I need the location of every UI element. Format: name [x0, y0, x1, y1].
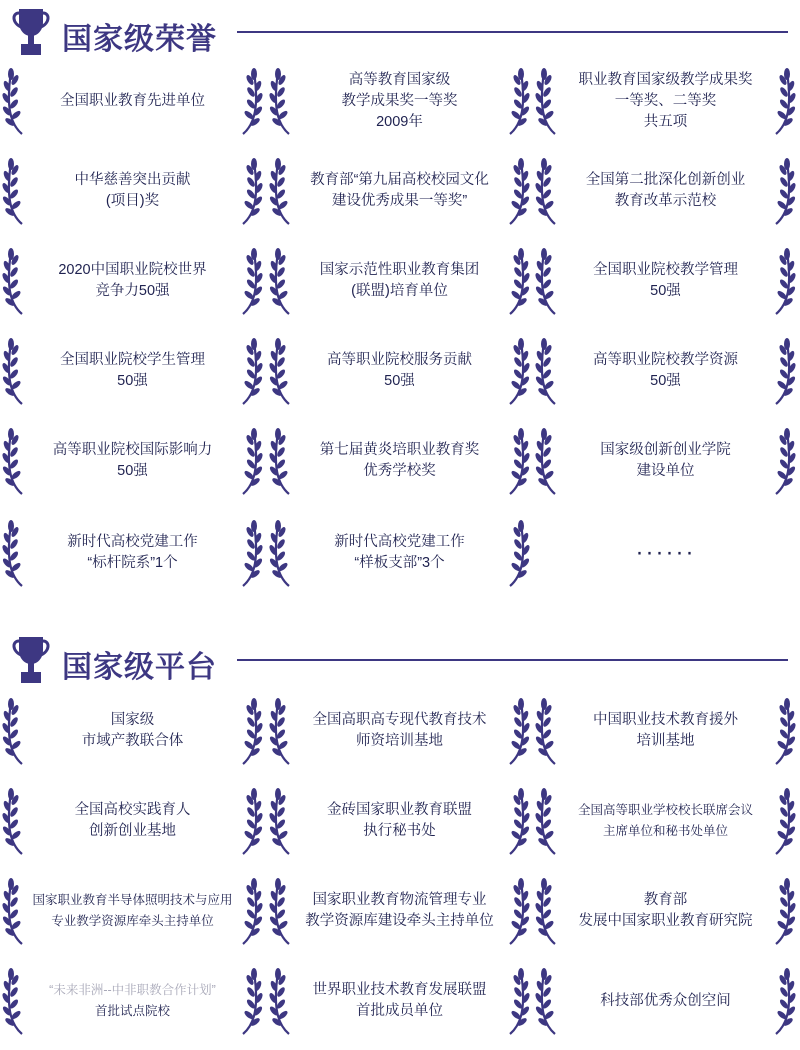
award-line: 新时代高校党建工作 [334, 534, 465, 550]
award-item [0, 62, 265, 140]
award-line: 中国职业技术教育援外 [593, 712, 738, 728]
laurel-wreath-icon [2, 156, 32, 226]
award-line: 中华慈善突出贡献 [74, 172, 191, 188]
award-line: 金砖国家职业教育联盟 [327, 802, 472, 818]
award-text [32, 514, 233, 592]
award-text [565, 152, 766, 230]
award-text [32, 332, 233, 410]
laurel-wreath-icon [269, 246, 299, 316]
award-line: 世界职业技术教育发展联盟 [312, 982, 487, 998]
laurel-wreath-icon [500, 786, 530, 856]
award-item [0, 242, 265, 320]
award-text [299, 152, 500, 230]
award-item [267, 152, 532, 230]
award-line: 首批成员单位 [356, 1003, 443, 1019]
award-line: 教学成果奖一等奖 [341, 92, 458, 109]
award-item [0, 872, 265, 950]
laurel-wreath-icon [500, 426, 530, 496]
trophy-icon [10, 634, 52, 686]
award-line: 教育部“第九届高校校园文化 [310, 172, 489, 188]
laurel-wreath-icon [233, 786, 263, 856]
award-text [299, 422, 500, 500]
award-line: 专业教学资源库牵头主持单位 [51, 914, 214, 928]
laurel-wreath-icon [2, 66, 32, 136]
award-line: 2020中国职业院校世界 [58, 262, 207, 278]
laurel-wreath-icon [535, 426, 565, 496]
laurel-wreath-icon [233, 426, 263, 496]
laurel-wreath-icon [269, 696, 299, 766]
section-divider [237, 31, 788, 33]
award-line: 师资培训基地 [356, 733, 443, 749]
laurel-wreath-icon [233, 966, 263, 1036]
award-text [299, 782, 500, 860]
award-line: 教学资源库建设牵头主持单位 [305, 913, 494, 929]
award-line: (项目)奖 [105, 193, 160, 209]
laurel-wreath-icon [766, 696, 796, 766]
award-line: 全国职业教育先进单位 [60, 92, 205, 109]
award-text [565, 962, 766, 1040]
award-line: 一等奖、二等奖 [614, 92, 717, 109]
award-line: 发展中国家职业教育研究院 [578, 913, 753, 929]
award-item [0, 152, 265, 230]
award-item [0, 692, 265, 770]
award-item [0, 514, 265, 592]
award-item [267, 422, 532, 500]
laurel-wreath-icon [269, 426, 299, 496]
award-line: 国家示范性职业教育集团 [319, 262, 480, 278]
award-item [533, 692, 798, 770]
award-line: 国家职业教育半导体照明技术与应用 [32, 893, 233, 907]
award-line: 科技部优秀众创空间 [600, 992, 731, 1009]
award-text [32, 872, 233, 950]
section-title: 国家级平台 [62, 651, 217, 684]
award-line: “样板支部”3个 [354, 555, 445, 571]
laurel-wreath-icon [766, 876, 796, 946]
laurel-wreath-icon [535, 336, 565, 406]
laurel-wreath-icon [500, 966, 530, 1036]
award-text [299, 962, 500, 1040]
laurel-wreath-icon [766, 966, 796, 1036]
award-item [267, 332, 532, 410]
award-line: 50强 [117, 463, 148, 479]
award-item [267, 514, 532, 592]
award-text [565, 872, 766, 950]
laurel-wreath-icon [233, 696, 263, 766]
laurel-wreath-icon [535, 786, 565, 856]
laurel-wreath-icon [500, 876, 530, 946]
laurel-wreath-icon [535, 156, 565, 226]
laurel-wreath-icon [269, 518, 299, 588]
award-item [267, 242, 532, 320]
award-line: 建设优秀成果一等奖” [331, 193, 468, 209]
award-line: 全国职业院校教学管理 [593, 262, 738, 278]
award-item [267, 62, 532, 140]
platforms-section-header [0, 630, 800, 690]
award-line: 2009年 [376, 113, 423, 130]
award-line: 高等职业院校教学资源 [593, 352, 738, 368]
laurel-wreath-icon [766, 246, 796, 316]
award-text [565, 422, 766, 500]
laurel-wreath-icon [766, 66, 796, 136]
award-text [299, 242, 500, 320]
award-line: 50强 [117, 373, 148, 389]
more-ellipsis: ······ [635, 539, 696, 566]
award-item [533, 962, 798, 1040]
award-item [533, 872, 798, 950]
laurel-wreath-icon [2, 246, 32, 316]
award-line: “未来非洲--中非职教合作计划” [49, 983, 216, 997]
award-text [32, 422, 233, 500]
award-text [299, 62, 500, 140]
award-text [565, 332, 766, 410]
award-line: 全国职业院校学生管理 [60, 352, 205, 368]
award-item [533, 62, 798, 140]
award-item [267, 872, 532, 950]
laurel-wreath-icon [2, 518, 32, 588]
award-line: 第七届黄炎培职业教育奖 [319, 442, 480, 458]
laurel-wreath-icon [766, 156, 796, 226]
laurel-wreath-icon [766, 786, 796, 856]
award-item [0, 332, 265, 410]
award-text [32, 692, 233, 770]
award-line: 国家级 [110, 712, 155, 728]
laurel-wreath-icon [269, 876, 299, 946]
laurel-wreath-icon [233, 518, 263, 588]
honors-section-header [0, 2, 800, 62]
award-text [32, 782, 233, 860]
award-text [32, 62, 233, 140]
laurel-wreath-icon [269, 966, 299, 1036]
laurel-wreath-icon [535, 66, 565, 136]
award-text [299, 692, 500, 770]
award-line: 首批试点院校 [94, 1004, 170, 1018]
laurel-wreath-icon [2, 786, 32, 856]
award-line: 高等教育国家级 [348, 71, 451, 88]
laurel-wreath-icon [500, 696, 530, 766]
laurel-wreath-icon [500, 246, 530, 316]
laurel-wreath-icon [535, 696, 565, 766]
laurel-wreath-icon [766, 336, 796, 406]
laurel-wreath-icon [269, 66, 299, 136]
award-line: (联盟)培育单位 [351, 283, 448, 299]
award-line: 建设单位 [636, 463, 695, 479]
award-line: “标杆院系”1个 [87, 555, 178, 571]
award-item [0, 782, 265, 860]
award-item [267, 692, 532, 770]
award-line: 国家级创新创业学院 [600, 442, 731, 458]
laurel-wreath-icon [500, 518, 530, 588]
laurel-wreath-icon [233, 156, 263, 226]
award-line: 创新创业基地 [89, 823, 176, 839]
award-text [32, 242, 233, 320]
award-item [0, 422, 265, 500]
award-item [0, 962, 265, 1040]
award-line: 国家职业教育物流管理专业 [312, 892, 487, 908]
laurel-wreath-icon [535, 246, 565, 316]
award-text [565, 692, 766, 770]
laurel-wreath-icon [269, 336, 299, 406]
award-line: 50强 [650, 283, 681, 299]
laurel-wreath-icon [500, 336, 530, 406]
laurel-wreath-icon [766, 426, 796, 496]
laurel-wreath-icon [233, 246, 263, 316]
award-line: 全国高职高专现代教育技术 [312, 712, 487, 728]
award-text [565, 62, 766, 140]
laurel-wreath-icon [2, 876, 32, 946]
laurel-wreath-icon [233, 876, 263, 946]
award-line: 高等职业院校服务贡献 [327, 352, 472, 368]
award-text [565, 782, 766, 860]
laurel-wreath-icon [2, 966, 32, 1036]
laurel-wreath-icon [269, 786, 299, 856]
award-item [533, 152, 798, 230]
award-line: 高等职业院校国际影响力 [52, 442, 213, 458]
award-line: 执行秘书处 [363, 823, 436, 839]
award-item [533, 332, 798, 410]
award-line: 教育部 [643, 892, 688, 908]
award-text [299, 514, 500, 592]
laurel-wreath-icon [535, 876, 565, 946]
award-text [565, 242, 766, 320]
award-line: 主席单位和秘书处单位 [602, 824, 728, 838]
award-line: 新时代高校党建工作 [67, 534, 198, 550]
award-line: 竞争力50强 [95, 283, 170, 299]
award-item [533, 242, 798, 320]
laurel-wreath-icon [535, 966, 565, 1036]
award-line: 全国第二批深化创新创业 [585, 172, 746, 188]
award-line: 50强 [650, 373, 681, 389]
laurel-wreath-icon [233, 336, 263, 406]
award-text [299, 872, 500, 950]
award-line: 职业教育国家级教学成果奖 [578, 71, 753, 88]
award-line: 全国高等职业学校校长联席会议 [577, 803, 753, 817]
award-text [32, 962, 233, 1040]
award-line: 全国高校实践育人 [74, 802, 191, 818]
laurel-wreath-icon [500, 66, 530, 136]
award-text [299, 332, 500, 410]
award-line: 培训基地 [636, 733, 695, 749]
laurel-wreath-icon [500, 156, 530, 226]
laurel-wreath-icon [2, 336, 32, 406]
award-item [267, 962, 532, 1040]
laurel-wreath-icon [233, 66, 263, 136]
award-text [32, 152, 233, 230]
award-line: 共五项 [643, 113, 688, 130]
award-line: 优秀学校奖 [363, 463, 436, 479]
award-item [533, 782, 798, 860]
laurel-wreath-icon [2, 696, 32, 766]
section-divider [237, 659, 788, 661]
award-line: 市域产教联合体 [81, 733, 184, 749]
award-item [533, 422, 798, 500]
laurel-wreath-icon [269, 156, 299, 226]
award-line: 教育改革示范校 [614, 193, 717, 209]
award-line: 50强 [384, 373, 415, 389]
laurel-wreath-icon [2, 426, 32, 496]
section-title: 国家级荣誉 [62, 23, 217, 56]
award-item [267, 782, 532, 860]
trophy-icon [10, 6, 52, 58]
